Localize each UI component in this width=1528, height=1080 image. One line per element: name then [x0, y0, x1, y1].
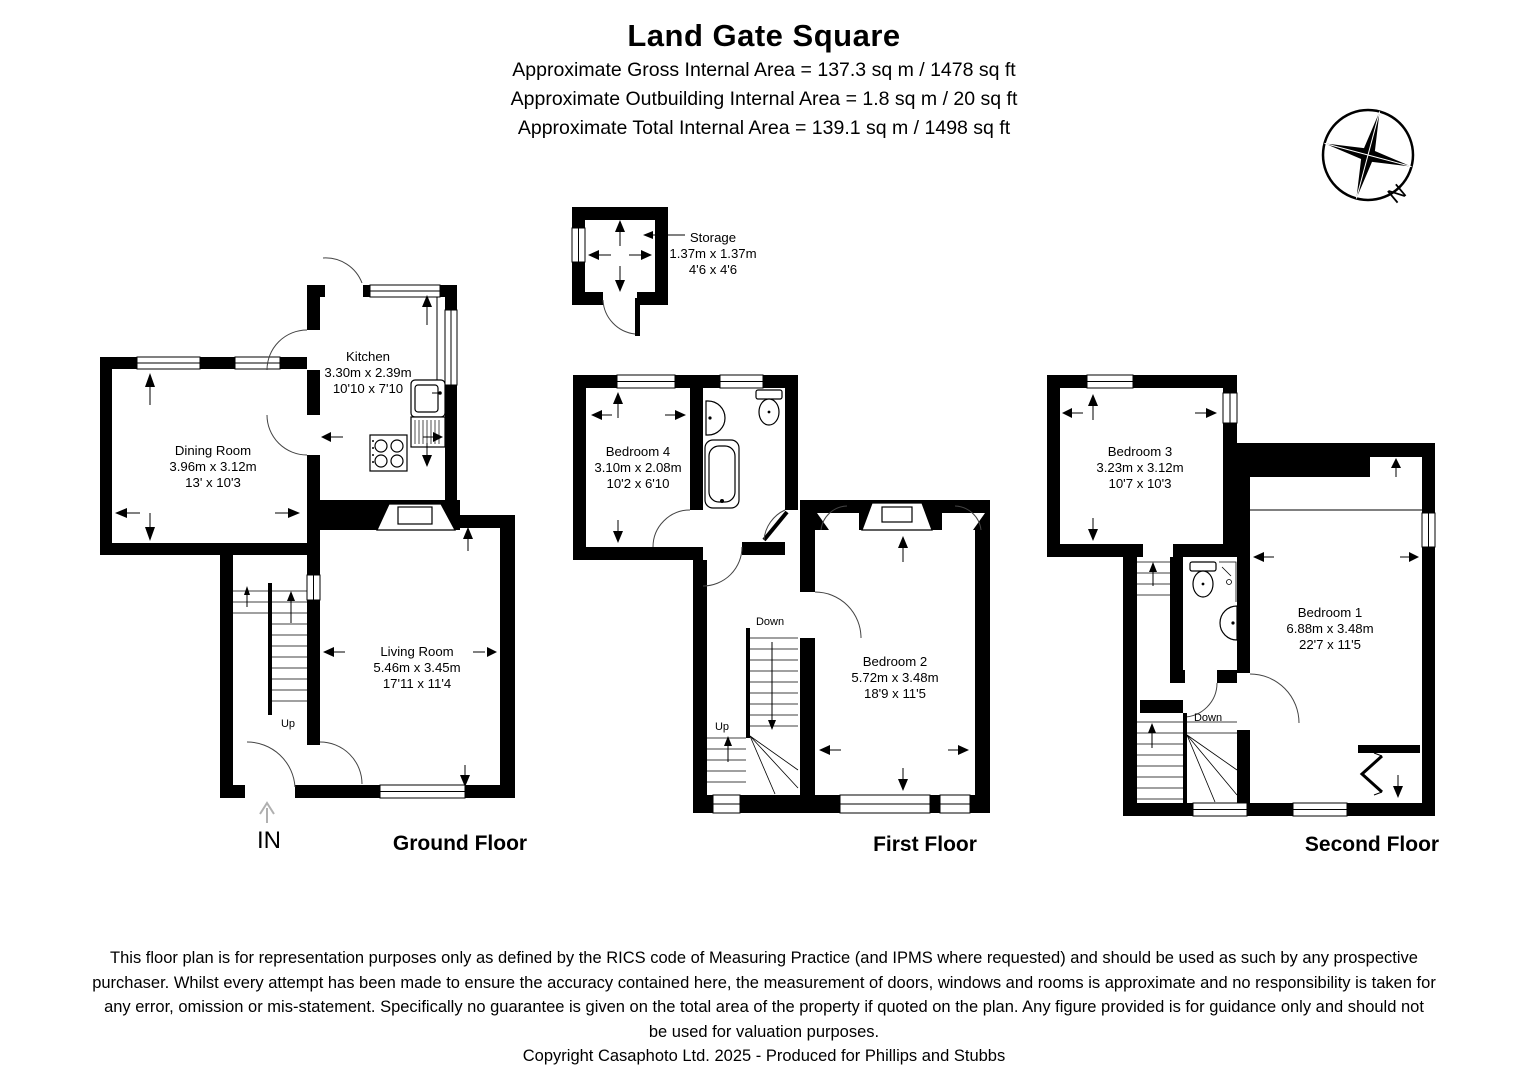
svg-text:3.30m x 2.39m: 3.30m x 2.39m	[324, 365, 412, 380]
bathroom-fixtures	[705, 390, 782, 508]
bathtub	[705, 440, 739, 508]
bedroom1-label	[1286, 605, 1373, 652]
disclaimer-line: be used for valuation purposes.	[648, 1022, 880, 1041]
svg-text:Bedroom 1: Bedroom 1	[1297, 605, 1363, 620]
svg-text:4'6 x 4'6: 4'6 x 4'6	[688, 262, 738, 277]
hob	[370, 435, 407, 471]
copyright-line: Copyright Casaphoto Ltd. 2025 - Produced for Phillips and Stubbs	[522, 1047, 1006, 1065]
dining-room-label	[169, 443, 256, 490]
second-floor-plan	[1040, 370, 1440, 830]
living-room-fireplace	[377, 504, 455, 530]
svg-text:10'2 x 6'10: 10'2 x 6'10	[606, 476, 670, 491]
svg-text:13' x 10'3: 13' x 10'3	[185, 475, 241, 490]
basin	[706, 401, 725, 435]
first-floor-walls	[573, 375, 990, 813]
balcony-doors	[1362, 753, 1382, 795]
footer	[0, 946, 1528, 1069]
svg-text:Storage: Storage	[689, 230, 737, 245]
svg-text:10'10 x 7'10: 10'10 x 7'10	[332, 381, 404, 396]
compass-north-label: N	[1382, 178, 1411, 209]
page-title: Land Gate Square	[627, 18, 901, 53]
toilet	[756, 390, 782, 425]
basin	[1220, 606, 1237, 640]
living-room-label	[373, 644, 460, 691]
disclaimer-line: any error, omission or mis-statement. Specifically no guarantee is given on the total area of the property if quoted on the plan. Any figure provided is for guidance only and should not	[104, 998, 1424, 1016]
shower	[1219, 562, 1236, 602]
storage-measure-arrows	[588, 220, 652, 292]
svg-text:1.37m x 1.37m: 1.37m x 1.37m	[669, 246, 757, 261]
storage-room-label	[669, 230, 756, 277]
svg-text:10'7 x 10'3: 10'7 x 10'3	[1108, 476, 1172, 491]
disclaimer-line: This floor plan is for representation purposes only as defined by the RICS code of Measuring Practice (and IPMS where requested) and should be used as such by any prospective	[110, 949, 1418, 967]
svg-text:5.72m x 3.48m: 5.72m x 3.48m	[851, 670, 939, 685]
svg-text:5.46m x 3.45m: 5.46m x 3.45m	[373, 660, 461, 675]
stairs-down-label: Down	[1193, 712, 1223, 724]
disclaimer-line: purchaser. Whilst every attempt has been made to ensure the accuracy contained here, the measurement of doors, windows and rooms is approximate and no responsibility is taken for	[92, 973, 1436, 992]
bedroom2-chimney	[817, 503, 985, 530]
svg-text:17'11 x 11'4: 17'11 x 11'4	[382, 676, 452, 691]
entrance-in-label: IN	[257, 827, 281, 854]
second-floor-label: Second Floor	[1304, 833, 1440, 856]
ground-floor-stairs	[233, 583, 307, 730]
svg-text:18'9 x 11'5: 18'9 x 11'5	[864, 686, 926, 701]
header	[0, 18, 1528, 141]
stairs-up-label: Up	[280, 718, 296, 730]
svg-text:Bedroom 3: Bedroom 3	[1107, 444, 1173, 459]
svg-text:22'7 x 11'5: 22'7 x 11'5	[1299, 637, 1361, 652]
kitchen-label	[324, 349, 411, 396]
outbuilding-area-line: Approximate Outbuilding Internal Area = 1.8 sq m / 20 sq ft	[510, 88, 1018, 110]
svg-text:Kitchen: Kitchen	[346, 349, 390, 364]
svg-text:3.10m x 2.08m: 3.10m x 2.08m	[594, 460, 682, 475]
bedroom4-label	[594, 444, 681, 491]
svg-text:6.88m x 3.48m: 6.88m x 3.48m	[1286, 621, 1374, 636]
second-floor-walls	[1047, 375, 1435, 816]
svg-text:3.23m x 3.12m: 3.23m x 3.12m	[1096, 460, 1184, 475]
ground-floor-plan	[95, 255, 528, 855]
svg-text:Dining Room: Dining Room	[174, 443, 252, 458]
compass-icon	[1313, 103, 1433, 223]
front-door-arc	[247, 742, 295, 787]
total-area-line: Approximate Total Internal Area = 139.1 sq m / 1498 sq ft	[517, 117, 1011, 139]
ground-floor-label: Ground Floor	[392, 832, 528, 855]
bedroom3-label	[1096, 444, 1183, 491]
storage-outbuilding-plan	[565, 200, 785, 350]
shower-room-fixtures	[1190, 562, 1237, 640]
storage-door-arc	[603, 300, 635, 334]
first-floor-plan	[570, 370, 1000, 830]
entrance-marker	[257, 803, 281, 854]
bedroom2-label	[851, 654, 938, 701]
toilet	[1190, 562, 1216, 597]
stairs-up-label: Up	[714, 721, 730, 733]
svg-text:Bedroom 4: Bedroom 4	[605, 444, 671, 459]
svg-text:Bedroom 2: Bedroom 2	[862, 654, 928, 669]
gross-area-line: Approximate Gross Internal Area = 137.3 sq m / 1478 sq ft	[512, 59, 1016, 81]
svg-text:Living Room: Living Room	[380, 644, 454, 659]
first-floor-label: First Floor	[873, 833, 977, 856]
stairs-down-label: Down	[755, 616, 785, 628]
first-floor-stairs	[707, 616, 798, 794]
svg-text:3.96m x 3.12m: 3.96m x 3.12m	[169, 459, 257, 474]
